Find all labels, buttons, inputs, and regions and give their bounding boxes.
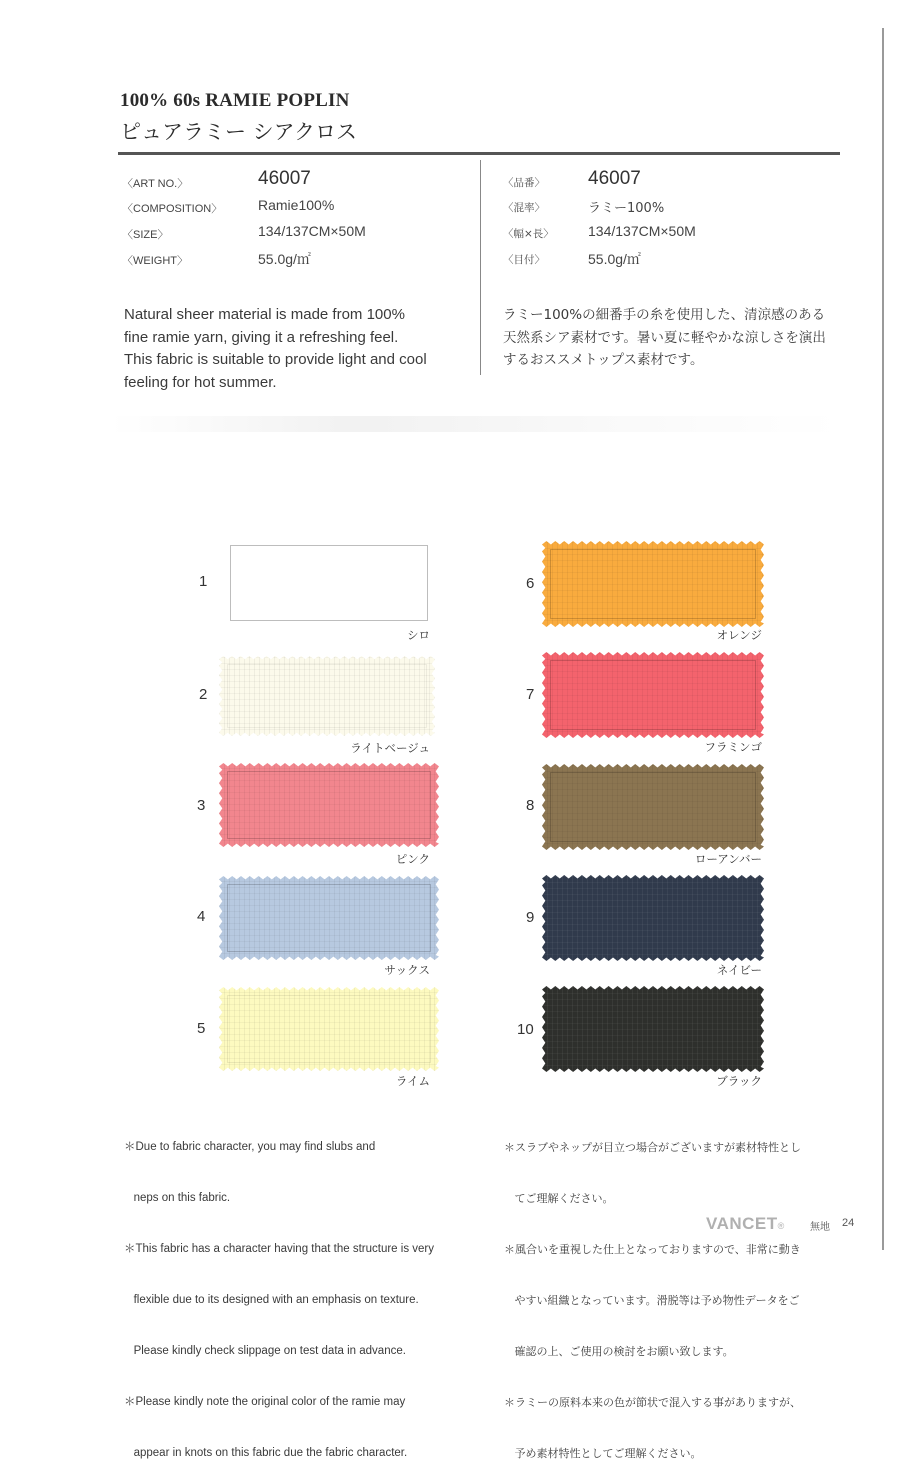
swatch-7 [542,652,764,738]
swatch-frame [227,995,431,1063]
swatch-5 [219,987,439,1071]
swatch-color-name: オレンジ [716,628,762,642]
spec-label-weight: 〈WEIGHT〉 [122,255,188,267]
brand-mark: ® [777,1221,785,1231]
note-jp-line: ＊風合いを重視した仕上となっておりますので、非常に動き [504,1243,801,1256]
swatch-4 [219,876,439,960]
spec-value-weight: 55.0g/㎡ [258,251,311,267]
swatch-10 [542,986,764,1072]
swatch-color-name: ピンク [395,852,430,866]
note-en-line: ＊Please kindly note the original color of the ramie may [124,1396,406,1408]
note-jp-line: やすい組織となっています。滑脱等は予め物性データをご [504,1294,800,1307]
spec-value-konritsu: ラミー100% [588,201,665,216]
swatch-frame [227,771,431,839]
swatch-color-name: ライム [395,1074,430,1088]
spec-value-metsuke: 55.0g/㎡ [588,251,641,267]
swatch-number: 2 [199,686,208,703]
description-jp [503,304,826,372]
spec-value-haba: 134/137CM×50M [588,223,696,239]
spec-value-art-no: 46007 [258,168,311,189]
note-en-line: flexible due to its designed with an emphasis on texture. [124,1294,419,1306]
swatch-color-name: ライトベージュ [350,741,430,755]
swatch-color-name: ブラック [716,1074,762,1088]
spec-label-haba: 〈幅×長〉 [503,228,554,240]
description-en-line: fine ramie yarn, giving it a refreshing feel. [124,328,399,346]
swatch-color-name: フラミンゴ [704,740,762,754]
spec-value-size: 134/137CM×50M [258,223,366,239]
swatch-frame [550,549,756,619]
swatch-number: 4 [197,908,206,925]
swatch-number: 9 [526,909,535,926]
product-title-en: 100% 60s RAMIE POPLIN [120,90,350,111]
swatch-color-name: シロ [407,628,430,642]
spec-value-hinban: 46007 [588,168,641,189]
swatch-color-name: ローアンバー [694,852,762,866]
note-jp-line: ＊スラブやネップが目立つ場合がございますが素材特性とし [504,1141,801,1154]
swatch-number: 8 [526,797,535,814]
swatch-9 [542,875,764,961]
header-rule [118,152,840,155]
note-en-line: ＊Due to fabric character, you may find slubs and [124,1141,376,1153]
swatch-frame [227,884,431,952]
description-en-line: feeling for hot summer. [124,373,277,391]
description-en [124,304,427,394]
swatch-8 [542,764,764,850]
swatch-1 [230,545,428,621]
note-en-line: neps on this fabric. [124,1192,231,1204]
scan-smear [110,416,840,432]
page-edge-line [882,28,884,1250]
spec-label-konritsu: 〈混率〉 [503,202,545,214]
swatch-number: 7 [526,686,535,703]
spec-label-art-no: 〈ART NO.〉 [122,178,189,190]
note-en-line: Please kindly check slippage on test data in advance. [124,1345,406,1357]
swatch-2 [219,656,435,736]
brand-name: VANCET [706,1214,778,1233]
swatch-frame [550,660,756,730]
note-jp-line: ＊ラミーの原料本来の色が節状で混入する事がありますが、 [504,1396,801,1409]
swatch-6 [542,541,764,627]
description-en-line: This fabric is suitable to provide light and cool [124,351,427,368]
swatch-3 [219,763,439,847]
note-jp-line: てご理解ください。 [504,1192,614,1205]
swatch-frame [227,664,427,728]
column-divider [480,160,481,375]
description-jp-line: するおススメトップス素材です。 [503,352,704,368]
swatch-number: 3 [197,797,206,814]
swatch-number: 5 [197,1020,206,1037]
spec-label-hinban: 〈品番〉 [503,177,545,189]
fabric-texture [542,875,764,961]
note-jp-line: 確認の上、ご使用の検討をお願い致します。 [504,1345,734,1358]
spec-label-metsuke: 〈目付〉 [503,254,545,266]
brand-logo [706,1214,785,1234]
fabric-texture [542,986,764,1072]
description-jp-line: ラミー100%の細番手の糸を使用した、清涼感のある [503,307,826,323]
note-en-line: appear in knots on this fabric due the fabric character. [124,1447,408,1459]
notes-jp [504,1105,801,1479]
notes-en [124,1105,434,1479]
swatch-color-name: サックス [384,963,430,977]
product-title-jp: ピュアラミー シアクロス [120,120,358,144]
description-jp-line: 天然系シア素材です。暑い夏に軽やかな涼しさを演出 [503,329,826,346]
swatch-number: 10 [517,1021,534,1038]
swatch-frame [550,772,756,842]
description-en-line: Natural sheer material is made from 100% [124,306,405,323]
swatch-number: 6 [526,575,535,592]
page-number: 24 [842,1217,855,1229]
note-jp-line: 予め素材特性としてご理解ください。 [504,1447,702,1460]
swatch-color-name: ネイビー [716,963,762,977]
note-en-line: ＊This fabric has a character having that the structure is very [124,1243,434,1255]
category-label: 無地 [810,1222,830,1233]
spec-label-size: 〈SIZE〉 [122,229,169,241]
spec-value-composition: Ramie100% [258,197,335,213]
swatch-fill [231,546,427,620]
swatch-number: 1 [199,573,208,590]
spec-label-composition: 〈COMPOSITION〉 [122,203,223,215]
